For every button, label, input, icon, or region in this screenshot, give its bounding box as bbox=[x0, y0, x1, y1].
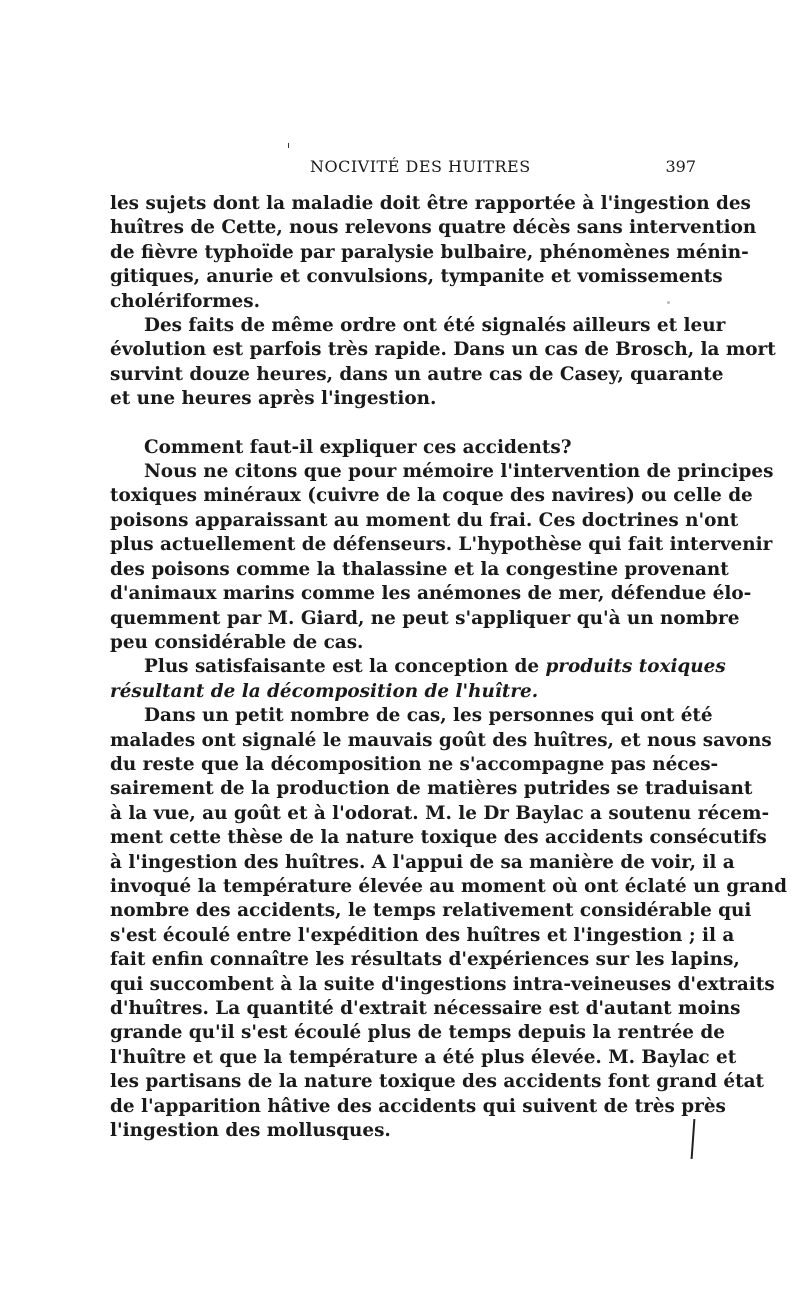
text-line: toxiques minéraux (cuivre de la coque des navires) ou celle de bbox=[110, 485, 753, 507]
text-line: ment cette thèse de la nature toxique des accidents consécutifs bbox=[110, 827, 767, 849]
text-line: l'ingestion des mollusques. bbox=[110, 1120, 391, 1142]
italic-run: résultant de la décomposition de l'huître. bbox=[110, 680, 539, 702]
text-line: huîtres de Cette, nous relevons quatre décès sans intervention bbox=[110, 217, 757, 239]
text-line: quemment par M. Giard, ne peut s'appliquer qu'à un nombre bbox=[110, 607, 740, 629]
text-line: malades ont signalé le mauvais goût des huîtres, et nous savons bbox=[110, 729, 772, 751]
text-line: grande qu'il s'est écoulé plus de temps depuis la rentrée de bbox=[110, 1022, 725, 1044]
text-line: de l'apparition hâtive des accidents qui suivent de très près bbox=[110, 1095, 726, 1117]
text-line: d'huîtres. La quantité d'extrait nécessaire est d'autant moins bbox=[110, 998, 741, 1019]
text-line: Nous ne citons que pour mémoire l'intervention de principes bbox=[144, 461, 774, 483]
text-line: sairement de la production de matières putrides se traduisant bbox=[110, 778, 753, 800]
text-line: Comment faut-il expliquer ces accidents? bbox=[144, 436, 572, 458]
text-line: cholériformes. bbox=[110, 290, 260, 312]
text-line: les partisans de la nature toxique des accidents font grand état bbox=[110, 1071, 764, 1093]
text-line: évolution est parfois très rapide. Dans un cas de Brosch, la mort bbox=[110, 339, 776, 361]
text-line: peu considérable de cas. bbox=[110, 631, 364, 653]
text-line: qui succombent à la suite d'ingestions intra-veineuses d'extraits bbox=[110, 973, 775, 995]
page-number: 397 bbox=[665, 157, 696, 176]
text-line: poisons apparaissant au moment du frai. Ces doctrines n'ont bbox=[110, 509, 739, 531]
text-line: les sujets dont la maladie doit être rapportée à l'ingestion des bbox=[110, 193, 751, 214]
running-header bbox=[110, 157, 696, 181]
text-line: s'est écoulé entre l'expédition des huîtres et l'ingestion ; il a bbox=[110, 924, 735, 946]
text-run: Plus satisfaisante est la conception de bbox=[144, 656, 546, 678]
text-line: nombre des accidents, le temps relativement considérable qui bbox=[110, 900, 752, 922]
text-line: à la vue, au goût et à l'odorat. M. le Dr Baylac a soutenu récem- bbox=[110, 802, 770, 824]
text-line: invoqué la température élevée au moment où ont éclaté un grand bbox=[110, 875, 787, 897]
text-line bbox=[110, 680, 696, 704]
print-mark bbox=[288, 143, 289, 148]
text-line: plus actuellement de défenseurs. L'hypothèse qui fait intervenir bbox=[110, 534, 773, 556]
text-line: à l'ingestion des huîtres. A l'appui de sa manière de voir, il a bbox=[110, 851, 735, 873]
text-line: l'huître et que la température a été plus élevée. M. Baylac et bbox=[110, 1046, 737, 1068]
text-line: des poisons comme la thalassine et la congestine provenant bbox=[110, 558, 729, 580]
text-line: de fièvre typhoïde par paralysie bulbaire, phénomènes ménin- bbox=[110, 241, 749, 263]
text-line: et une heures après l'ingestion. bbox=[110, 388, 437, 410]
text-line: survint douze heures, dans un autre cas de Casey, quarante bbox=[110, 363, 724, 385]
text-line: gitiques, anurie et convulsions, tympanite et vomissements bbox=[110, 266, 723, 288]
text-line: fait enfin connaître les résultats d'expériences sur les lapins, bbox=[110, 949, 740, 971]
text-line: du reste que la décomposition ne s'accompagne pas néces- bbox=[110, 753, 719, 775]
text-line bbox=[110, 655, 726, 679]
header-title: NOCIVITÉ DES HUITRES bbox=[310, 157, 531, 176]
text-line: Dans un petit nombre de cas, les personnes qui ont été bbox=[144, 705, 713, 727]
text-line: d'animaux marins comme les anémones de mer, défendue élo- bbox=[110, 583, 752, 605]
text-line: Des faits de même ordre ont été signalés ailleurs et leur bbox=[144, 315, 726, 337]
paragraph-gap bbox=[110, 412, 696, 436]
body-text bbox=[110, 192, 787, 1143]
italic-run: produits toxiques bbox=[545, 656, 726, 678]
